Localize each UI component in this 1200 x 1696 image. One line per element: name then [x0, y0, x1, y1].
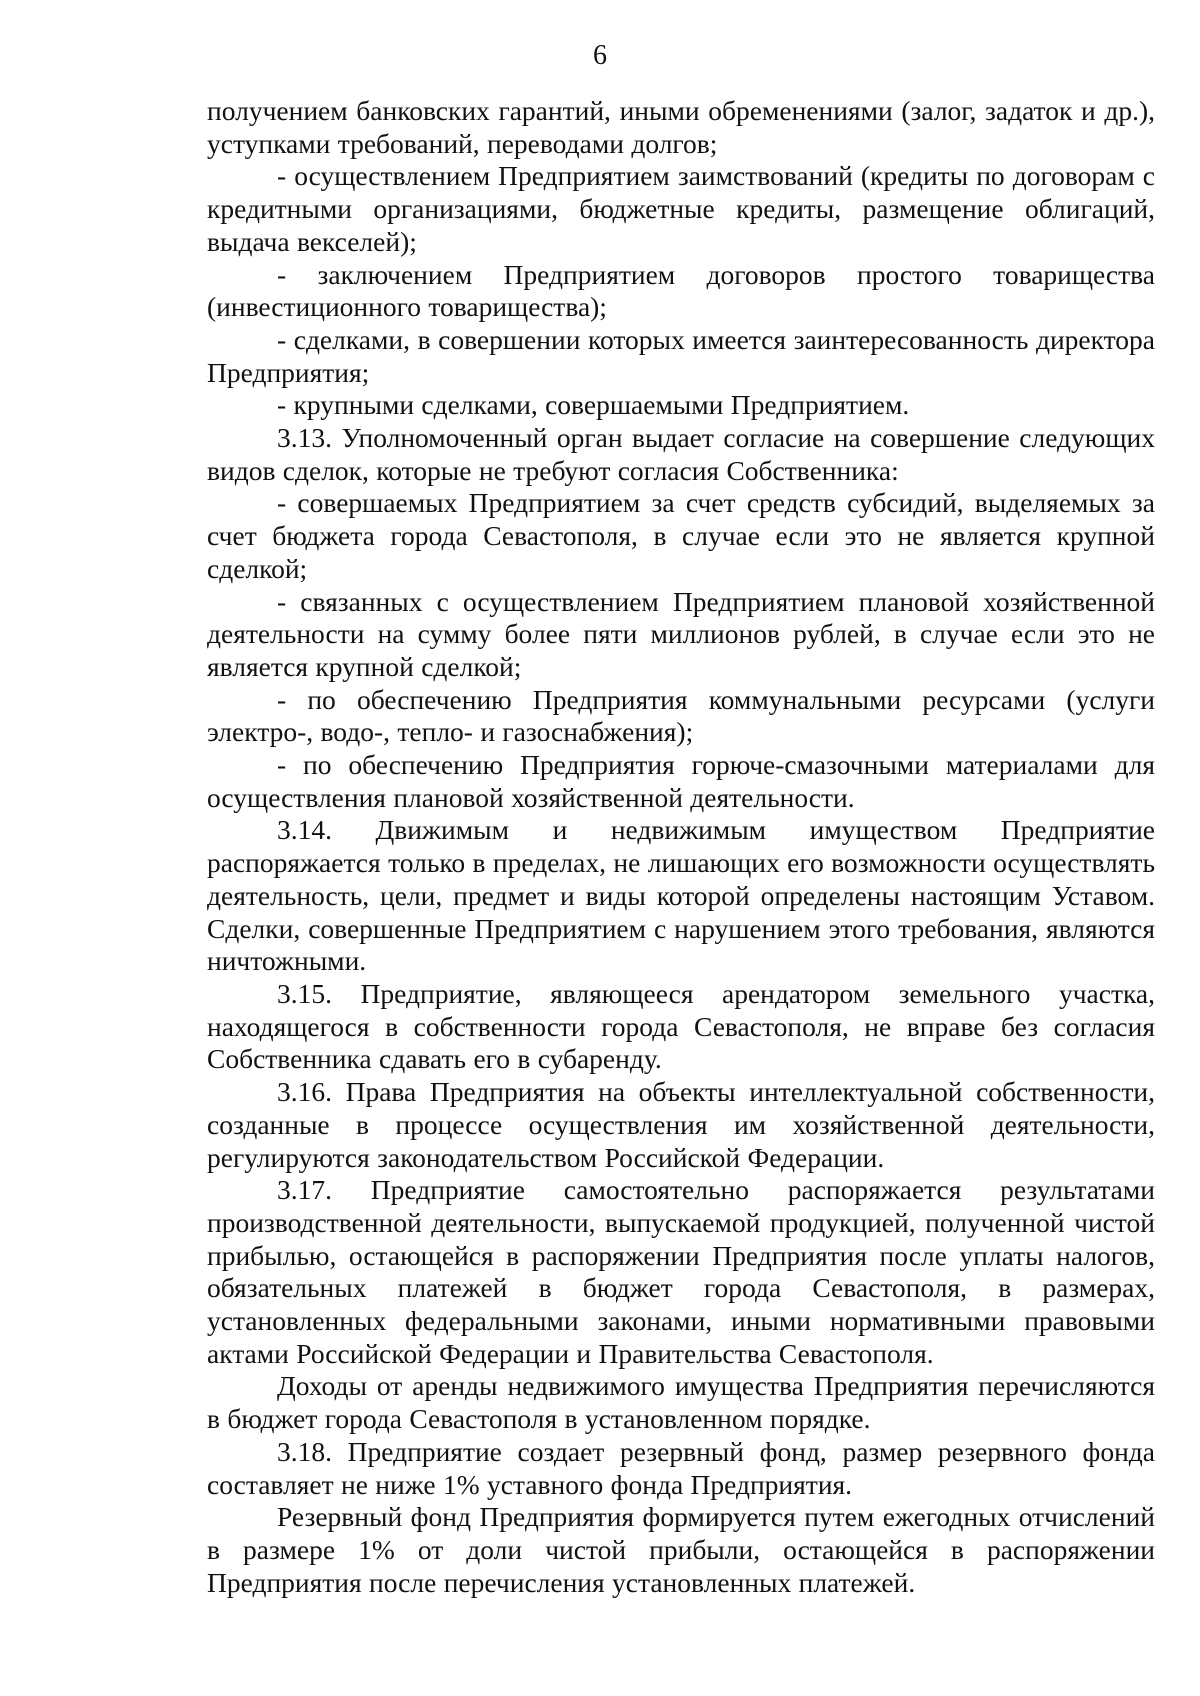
paragraph-14: 3.17. Предприятие самостоятельно распоряжается результатами производственной деятельности, выпускаемой продукцией, полученной чистой прибылью, остающейся в распоряжении Предприятия после уплаты налогов, обязательных платежей в бюджет города Севастополя, в размерах, установленных федеральными законами, иными нормативными правовыми актами Российской Федерации и Правительства Севастополя.	[207, 1174, 1155, 1369]
paragraph-6: 3.13. Уполномоченный орган выдает согласие на совершение следующих видов сделок, которые не требуют согласия Собственника:	[207, 422, 1155, 486]
paragraph-7: - совершаемых Предприятием за счет средств субсидий, выделяемых за счет бюджета города Севастополя, в случае если это не является крупной сделкой;	[207, 487, 1155, 584]
paragraph-11: 3.14. Движимым и недвижимым имуществом Предприятие распоряжается только в пределах, не лишающих его возможности осуществлять деятельность, цели, предмет и виды которой определены настоящим Уставом. Сделки, совершенные Предприятием с нарушением этого требования, являются ничтожными.	[207, 814, 1155, 977]
paragraph-13: 3.16. Права Предприятия на объекты интеллектуальной собственности, созданные в процессе осуществления им хозяйственной деятельности, регулируются законодательством Российской Федерации.	[207, 1076, 1155, 1173]
paragraph-9: - по обеспечению Предприятия коммунальными ресурсами (услуги электро-, водо-, тепло- и газоснабжения);	[207, 683, 1155, 748]
paragraph-2: - осуществлением Предприятием заимствований (кредиты по договорам с кредитными организациями, бюджетные кредиты, размещение облигаций, выдача векселей);	[207, 160, 1155, 257]
paragraph-5: - крупными сделками, совершаемыми Предприятием.	[277, 389, 910, 421]
paragraph-3: - заключением Предприятием договоров простого товарищества (инвестиционного товарищества);	[207, 258, 1155, 323]
document-body	[207, 95, 1155, 1599]
paragraph-8: - связанных с осуществлением Предприятием плановой хозяйственной деятельности на сумму более пяти миллионов рублей, в случае если это не является крупной сделкой;	[207, 585, 1155, 682]
page-number: 6	[593, 40, 607, 71]
paragraph-16: 3.18. Предприятие создает резервный фонд, размер резервного фонда составляет не ниже 1% уставного фонда Предприятия.	[207, 1435, 1155, 1500]
paragraph-4: - сделками, в совершении которых имеется заинтересованность директора Предприятия;	[207, 323, 1155, 388]
paragraph-17: Резервный фонд Предприятия формируется путем ежегодных отчислений в размере 1% от доли чистой прибыли, остающейся в распоряжении Предприятия после перечисления установленных платежей.	[207, 1501, 1155, 1598]
paragraph-1: получением банковских гарантий, иными обременениями (залог, задаток и др.), уступками требований, переводами долгов;	[207, 95, 1155, 159]
paragraph-12: 3.15. Предприятие, являющееся арендатором земельного участка, находящегося в собственности города Севастополя, не вправе без согласия Собственника сдавать его в субаренду.	[207, 977, 1155, 1075]
paragraph-15: Доходы от аренды недвижимого имущества Предприятия перечисляются в бюджет города Севастополя в установленном порядке.	[207, 1370, 1155, 1435]
paragraph-10: - по обеспечению Предприятия горюче-смазочными материалами для осуществления плановой хозяйственной деятельности.	[207, 749, 1155, 813]
